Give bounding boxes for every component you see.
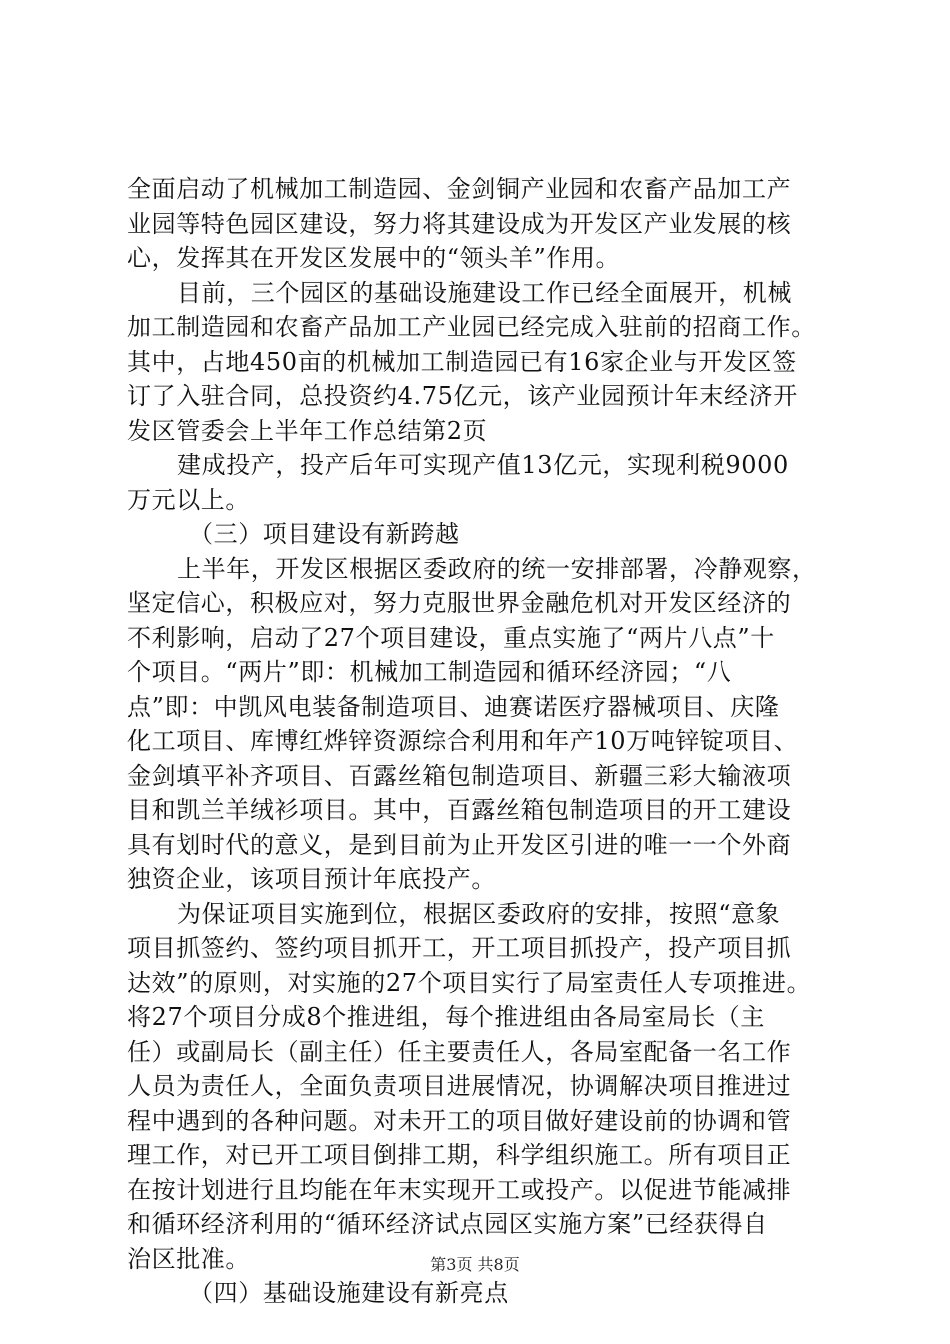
- text-line: 项目抓签约、签约项目抓开工，开工项目抓投产，投产项目抓: [127, 934, 792, 962]
- text-line: 理工作，对已开工项目倒排工期，科学组织施工。所有项目正: [127, 1141, 792, 1169]
- text-line: 加工制造园和农畜产品加工产业园已经完成入驻前的招商工作。: [127, 313, 816, 341]
- section-heading: （三）项目建设有新跨越: [189, 520, 460, 548]
- text-line: 在按计划进行且均能在年末实现开工或投产。以促进节能减排: [127, 1175, 792, 1204]
- text-line: 治区批准。: [127, 1244, 250, 1273]
- text-line: 目和凯兰羊绒衫项目。其中，百露丝箱包制造项目的开工建设: [127, 796, 792, 824]
- text-line: 独资企业，该项目预计年底投产。: [127, 865, 496, 893]
- text-line: 金剑填平补齐项目、百露丝箱包制造项目、新疆三彩大输液项: [127, 761, 792, 790]
- text-line: 人员为责任人，全面负责项目进展情况，协调解决项目推进过: [127, 1072, 792, 1100]
- text-line: 业园等特色园区建设，努力将其建设成为开发区产业发展的核: [127, 209, 792, 238]
- text-line: 发区管委会上半年工作总结第2页: [127, 416, 488, 445]
- text-line: 任）或副局长（副主任）任主要责任人，各局室配备一名工作: [127, 1037, 792, 1066]
- text-line: 个项目。“两片”即：机械加工制造园和循环经济园；“八: [127, 658, 732, 686]
- text-line: 点”即：中凯风电装备制造项目、迪赛诺医疗器械项目、庆隆: [127, 692, 780, 721]
- text-line: 达效”的原则，对实施的27个项目实行了局室责任人专项推进。: [127, 968, 812, 997]
- document-body: [127, 172, 827, 1311]
- text-line: 万元以上。: [127, 485, 250, 514]
- section-heading: （四）基础设施建设有新亮点: [189, 1279, 509, 1307]
- text-line: 不利影响，启动了27个项目建设，重点实施了“两片八点”十: [127, 623, 775, 652]
- text-line: 上半年，开发区根据区委政府的统一安排部署，冷静观察，: [177, 554, 817, 583]
- text-line: 将27个项目分成8个推进组，每个推进组由各局室局长（主: [127, 1003, 766, 1031]
- text-line: 其中，占地450亩的机械加工制造园已有16家企业与开发区签: [127, 347, 797, 376]
- text-line: 和循环经济利用的“循环经济试点园区实施方案”已经获得自: [127, 1210, 768, 1238]
- text-line: 具有划时代的意义，是到目前为止开发区引进的唯一一个外商: [127, 830, 792, 859]
- text-line: 化工项目、库博红烨锌资源综合利用和年产10万吨锌锭项目、: [127, 727, 799, 755]
- text-line: 坚定信心，积极应对，努力克服世界金融危机对开发区经济的: [127, 589, 792, 617]
- text-line: 为保证项目实施到位，根据区委政府的安排，按照“意象: [177, 899, 781, 928]
- text-line: 订了入驻合同，总投资约4.75亿元，该产业园预计年末经济开: [127, 382, 798, 410]
- text-line: 全面启动了机械加工制造园、金剑铜产业园和农畜产品加工产: [127, 175, 792, 203]
- text-line: 目前，三个园区的基础设施建设工作已经全面展开，机械: [177, 278, 792, 307]
- text-line: 建成投产，投产后年可实现产值13亿元，实现利税9000: [177, 451, 789, 479]
- page-footer: 第3页 共8页: [430, 1255, 520, 1274]
- text-line: 程中遇到的各种问题。对未开工的项目做好建设前的协调和管: [127, 1106, 792, 1135]
- text-line: 心，发挥其在开发区发展中的“领头羊”作用。: [127, 244, 621, 272]
